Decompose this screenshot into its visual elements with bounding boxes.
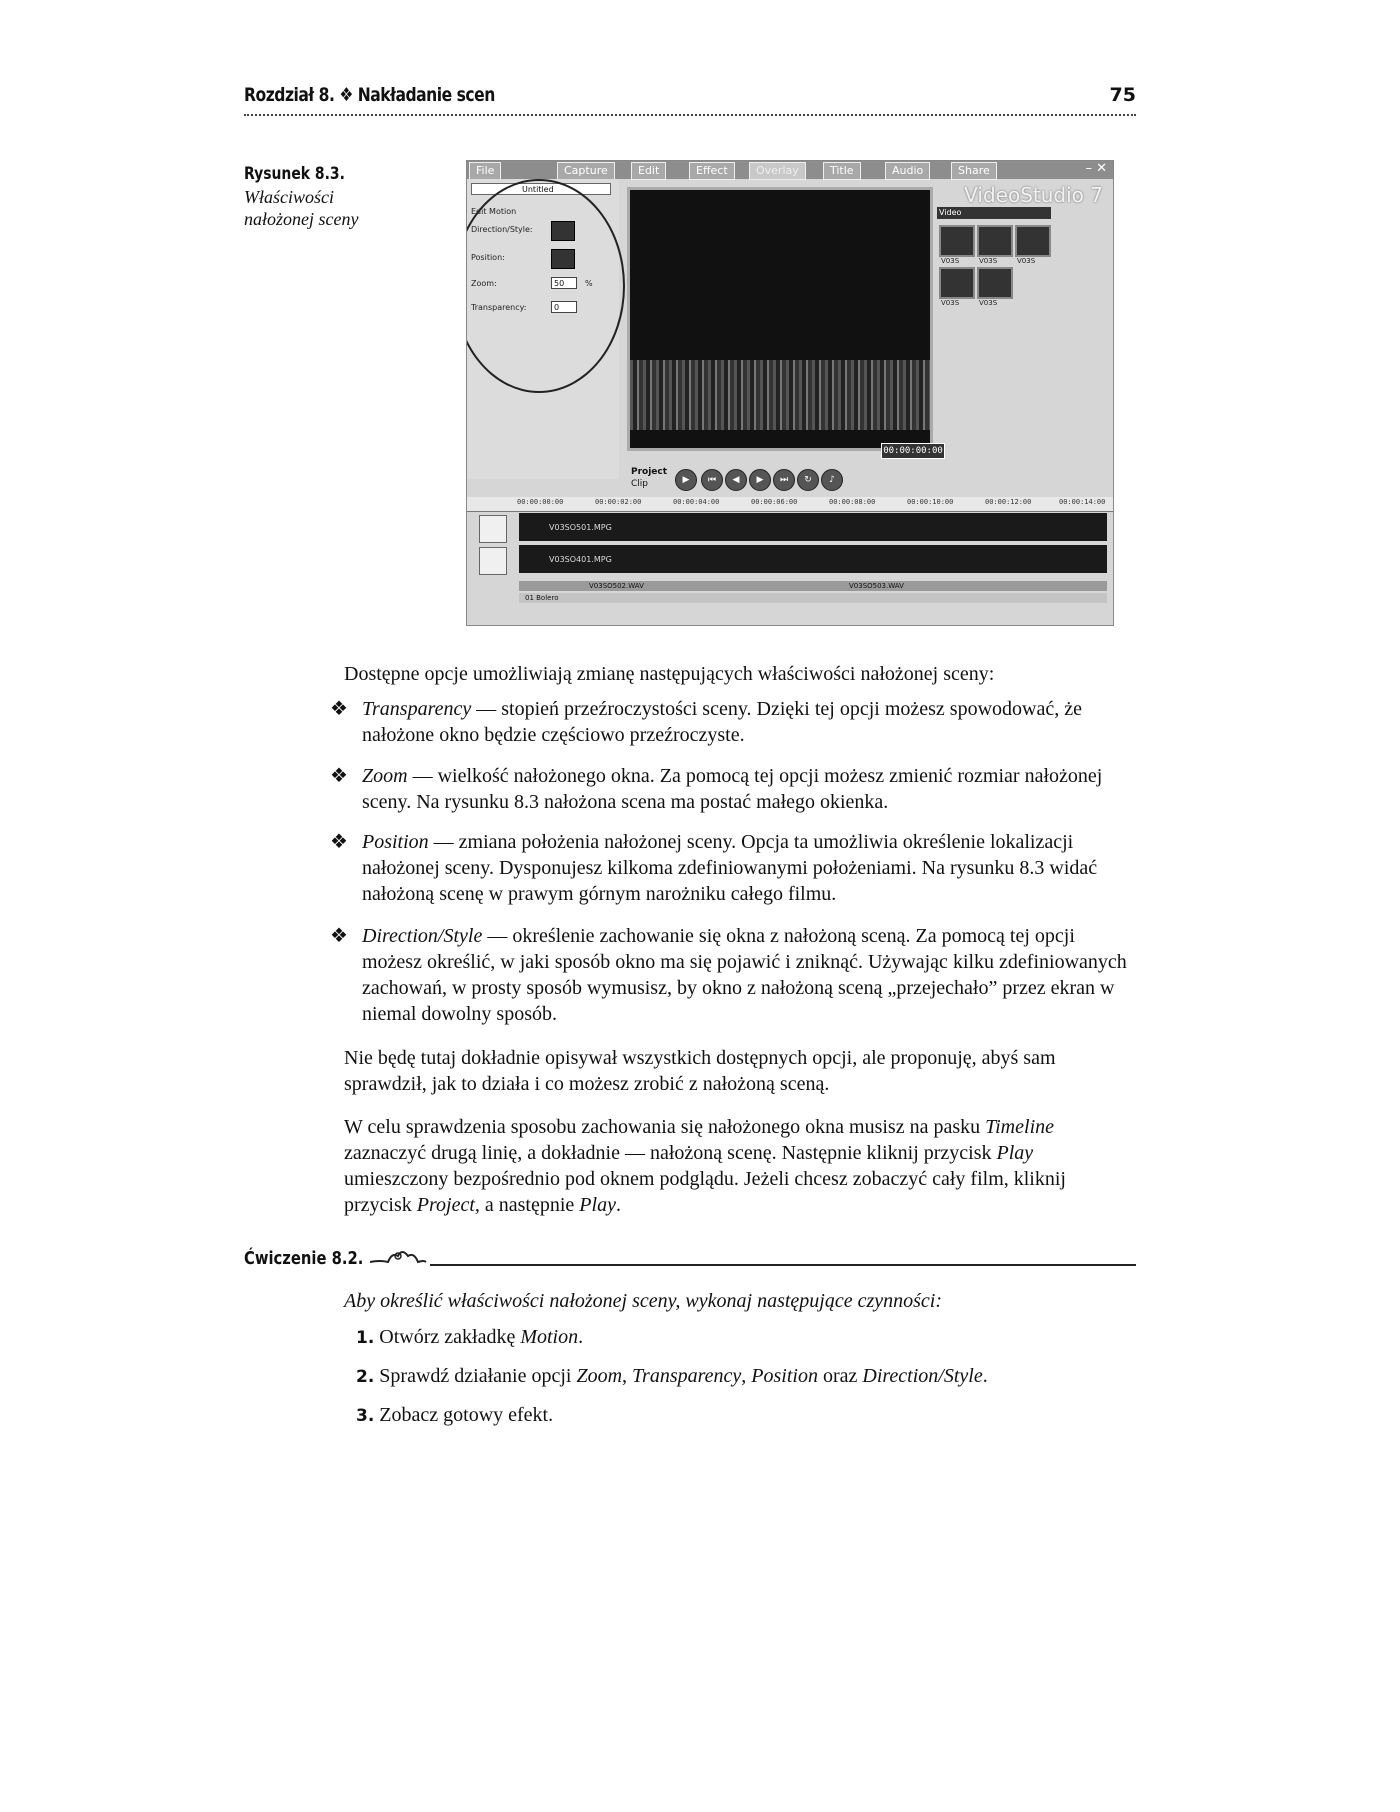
ruler-tick: 00:00:04:00 (673, 498, 720, 506)
ruler-tick: 00:00:12:00 (985, 498, 1032, 506)
text-run: Project (416, 1194, 475, 1216)
transparency-input[interactable]: 0 (551, 301, 577, 313)
exercise-intro: Aby określić właściwości nałożonej sceny, wykonaj następujące czynności: (344, 1290, 943, 1312)
text-run: Transparency (632, 1365, 742, 1387)
menu-effect[interactable]: Effect (689, 162, 735, 180)
zoom-label: Zoom: (471, 279, 497, 288)
ornament-icon (368, 1246, 428, 1274)
paragraph: Nie będę tutaj dokładnie opisywał wszystkich dostępnych opcji, ale proponuję, abyś sam sprawdził, jak to działa i co możesz zrobić z nałożoną sceną. (344, 1047, 1056, 1095)
text-run: umieszczony bezpośrednio pod oknem podglądu. Jeżeli chcesz zobaczyć cały film, kliknij przycisk (344, 1168, 1066, 1216)
text-run: Position (751, 1365, 818, 1387)
volume-icon[interactable]: ♪ (821, 469, 843, 491)
menu-edit[interactable]: Edit (631, 162, 666, 180)
bullet-text: — wielkość nałożonego okna. Za pomocą tej opcji możesz zmienić rozmiar nałożonej sceny. Na rysunku 8.3 nałożona scena ma postać małego okienka. (362, 765, 1103, 813)
music-clip-label: 01 Bolero (525, 594, 559, 602)
bullet-mark: ❖ (330, 698, 348, 720)
timeline-ruler[interactable] (467, 497, 1113, 512)
bullet-text: — zmiana położenia nałożonej sceny. Opcja ta umożliwia określenie lokalizacji nałożonej sceny. Dysponujesz kilkoma zdefiniowanymi położeniami. Na rysunku 8.3 widać nałożoną scenę w prawym górnym narożniku całego filmu. (362, 831, 1098, 905)
text-run: Play (996, 1142, 1034, 1164)
zoom-unit: % (585, 279, 593, 288)
library-thumbnail[interactable] (939, 267, 975, 299)
exercise-heading (244, 1246, 1136, 1272)
edit-motion-label: Edit Motion (471, 207, 517, 216)
bullet-mark: ❖ (330, 925, 348, 947)
text-run: , a następnie (474, 1194, 580, 1216)
figure-caption (244, 164, 394, 230)
text-run: zaznaczyć drugą linię, a dokładnie — nałożoną scenę. Następnie kliknij przycisk (344, 1142, 997, 1164)
overlay-clip-label: V03SO401.MPG (549, 555, 612, 564)
text-run: . (982, 1365, 988, 1387)
text-run: Zoom (576, 1365, 623, 1387)
menu-audio[interactable]: Audio (885, 162, 930, 180)
text-run: Sprawdź działanie opcji (374, 1365, 577, 1387)
ruler-tick: 00:00:00:00 (517, 498, 564, 506)
next-frame-icon[interactable]: ▶ (749, 469, 771, 491)
bullet-mark: ❖ (330, 765, 348, 787)
page-header (244, 84, 1136, 116)
bullet-text: — stopień przeźroczystości sceny. Dzięki tej opcji możesz spowodować, że nałożone okno będzie częściowo przeźroczyste. (362, 698, 1082, 746)
app-brand: VideoStudio 7 (964, 183, 1103, 207)
preview-frame (630, 360, 930, 430)
text-run: Zobacz gotowy efekt. (374, 1404, 554, 1426)
ruler-tick: 00:00:06:00 (751, 498, 798, 506)
step-number: 3. (356, 1406, 375, 1426)
exercise-label: Ćwiczenie 8.2. (244, 1248, 364, 1269)
voice-clip-label: V03SO502.WAV (589, 582, 644, 590)
voice-clip-label: V03SO503.WAV (849, 582, 904, 590)
exercise-rule (430, 1264, 1136, 1266)
video-track[interactable] (519, 513, 1107, 541)
figure-description: Właściwości nałożonej sceny (244, 187, 359, 229)
menu-title[interactable]: Title (823, 162, 861, 180)
figure-label: Rysunek 8.3. (244, 164, 345, 184)
play-icon[interactable]: ▶ (675, 469, 697, 491)
ruler-tick: 00:00:14:00 (1059, 498, 1106, 506)
exercise-step (356, 1326, 583, 1349)
library-thumbnail[interactable] (977, 267, 1013, 299)
thumbnail-label: V03S (941, 257, 960, 265)
text-run: . (615, 1194, 621, 1216)
previous-frame-icon[interactable]: ◀ (725, 469, 747, 491)
overlay-track[interactable] (519, 545, 1107, 573)
video-track-icon[interactable] (479, 515, 507, 543)
text-run: , (622, 1365, 633, 1387)
timecode-display[interactable]: 00:00:00:00 (881, 443, 945, 459)
bullet-mark: ❖ (330, 831, 348, 853)
bullet-item (330, 696, 1136, 748)
bullet-term: Position (362, 831, 429, 853)
position-label: Position: (471, 253, 505, 262)
preview-window (627, 187, 933, 451)
bullet-term: Transparency (362, 698, 472, 720)
paragraph (344, 1114, 1136, 1218)
text-run: , (741, 1365, 752, 1387)
library-thumbnail[interactable] (939, 225, 975, 257)
bullet-item (330, 763, 1136, 815)
text-run: Motion (520, 1326, 579, 1348)
thumbnail-label: V03S (941, 299, 960, 307)
exercise-step (356, 1365, 988, 1388)
library-thumbnail[interactable] (977, 225, 1013, 257)
step-number: 2. (356, 1367, 375, 1387)
text-run: Play (579, 1194, 616, 1216)
text-run: . (578, 1326, 584, 1348)
library-dropdown[interactable]: Video (937, 207, 1051, 219)
thumbnail-label: V03S (979, 257, 998, 265)
bullet-text: — określenie zachowanie się okna z nałożoną sceną. Za pomocą tej opcji możesz określić, w jaki sposób okno ma się pojawić i zniknąć. Używając kilku zdefiniowanych zachowań, w prosty sposób wymusisz, by okno z nałożoną sceną „przejechało” przez ekran w niemal dowolny sposób. (362, 925, 1127, 1025)
bullet-term: Zoom (362, 765, 408, 787)
exercise-step (356, 1404, 553, 1427)
library-thumbnail[interactable] (1015, 225, 1051, 257)
text-run: oraz (817, 1365, 863, 1387)
home-icon[interactable]: ⏮ (701, 469, 723, 491)
menu-file[interactable]: File (469, 162, 501, 180)
playback-controls (627, 463, 927, 493)
menu-overlay[interactable]: Overlay (749, 162, 806, 180)
zoom-input[interactable]: 50 (551, 277, 577, 289)
direction-style-label: Direction/Style: (471, 225, 533, 234)
overlay-track-icon[interactable] (479, 547, 507, 575)
ruler-tick: 00:00:08:00 (829, 498, 876, 506)
menu-share[interactable]: Share (951, 162, 997, 180)
bullet-term: Direction/Style (362, 925, 483, 947)
text-run: Timeline (985, 1116, 1054, 1138)
title-field[interactable]: Untitled (471, 183, 611, 195)
figure-screenshot (466, 160, 1114, 626)
transparency-label: Transparency: (471, 303, 527, 312)
repeat-icon[interactable]: ↻ (797, 469, 819, 491)
video-clip-label: V03SO501.MPG (549, 523, 612, 532)
menu-capture[interactable]: Capture (557, 162, 615, 180)
intro-paragraph: Dostępne opcje umożliwiają zmianę następujących właściwości nałożonej sceny: (344, 663, 995, 685)
bullet-item (330, 829, 1136, 907)
thumbnail-label: V03S (1017, 257, 1036, 265)
chapter-title: Rozdział 8. ❖ Nakładanie scen (244, 84, 495, 106)
ruler-tick: 00:00:10:00 (907, 498, 954, 506)
window-controls-icon[interactable]: – ✕ (1085, 161, 1107, 176)
music-track[interactable] (519, 593, 1107, 603)
bullet-item (330, 923, 1136, 1027)
ruler-tick: 00:00:02:00 (595, 498, 642, 506)
page-number: 75 (1109, 84, 1136, 106)
step-number: 1. (356, 1328, 375, 1348)
app-menubar (467, 161, 1113, 179)
clip-label: Clip (631, 479, 648, 489)
end-icon[interactable]: ⏭ (773, 469, 795, 491)
text-run: Otwórz zakładkę (374, 1326, 521, 1348)
text-run: W celu sprawdzenia sposobu zachowania się nałożonego okna musisz na pasku (344, 1116, 986, 1138)
text-run: Direction/Style (862, 1365, 983, 1387)
voice-track[interactable] (519, 581, 1107, 591)
thumbnail-label: V03S (979, 299, 998, 307)
project-label: Project (631, 467, 668, 477)
